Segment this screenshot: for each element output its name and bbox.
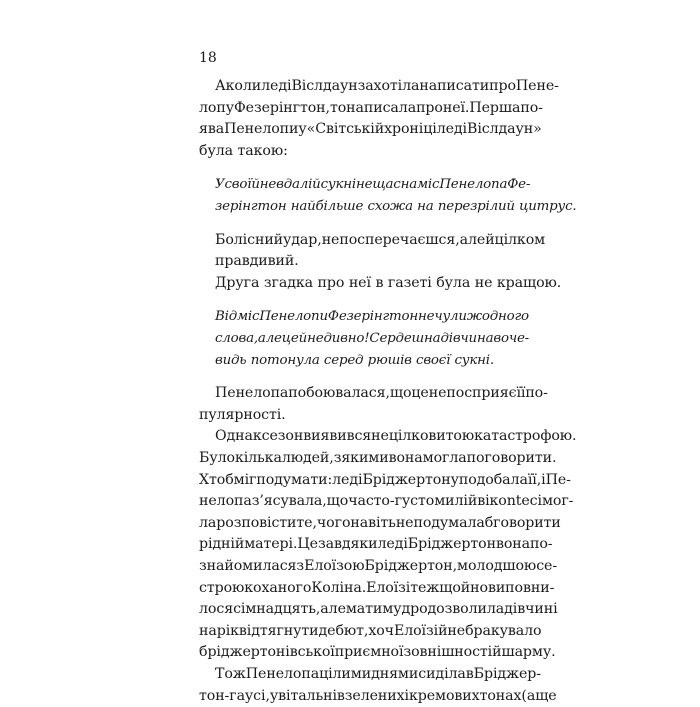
text-line: А коли леді Віслдаун захотіла написати про Пене- — [215, 78, 559, 94]
text-line: на рік відтягнути дебют, хоч Елоїзі й не бракувало — [199, 622, 542, 639]
text-line: Болісний удар, не посперечаєшся, але й цілком — [215, 231, 546, 248]
text-line: строю коханого Коліна. Елоїзі теж щойно виповни- — [199, 579, 555, 596]
text-line: У своїй невдалій сукні нещасна міс Пенелопа Фе- — [215, 177, 531, 193]
text-line: Було кілька людей, з якими вона могла поговорити. — [199, 450, 557, 466]
text-line: Тож Пенелопа цілими днями сиділа в Бріджер- — [215, 666, 541, 682]
text-line: була такою: — [199, 142, 288, 159]
text-line: бріджертонівської приємної зовнішності й шарму. — [199, 644, 556, 661]
text-line: рідній матері. Це завдяки леді Бріджертон вона по- — [199, 536, 553, 553]
text-line: правдивий. — [215, 253, 299, 270]
text-line: Друга згадка про неї в газеті була не кращою. — [215, 274, 562, 291]
text-line: Пенелопа побоювалася, що це не посприяє її по- — [215, 385, 548, 402]
text-line: нелопа з’ясувала, що часто-густо милій вікontесі мог- — [199, 493, 574, 510]
text-line: Хто б міг подумати: леді Бріджертон уподобала її, і Пе- — [199, 471, 571, 488]
text-line: лопу Фезерінгтон, то написала про неї. Перша по- — [199, 99, 543, 116]
text-line: ла розповісти те, чого навіть не подумала б говорити — [199, 514, 561, 531]
text-line: ява Пенелопи у «Світській хроніці леді Віслдаун» — [199, 121, 542, 138]
text-line: видь потонула серед рюшів своєї сукні. — [215, 352, 494, 368]
text-line: знайомилася з Елоїзою Бріджертон, молодшою се- — [199, 558, 558, 574]
text-line: Від міс Пенелопи Фезерінгтон не чули жодного — [215, 309, 529, 325]
page-number: 18 — [199, 50, 217, 66]
text-line: слова, але це й не дивно! Сердешна дівчина воче- — [215, 331, 530, 346]
text-line: пулярності. — [199, 406, 286, 423]
text-line: лося сімнадцять, але мати мудро дозволила дівчині — [199, 601, 558, 618]
text-line: тон-гаусі, у вітальні в зелених і кремових тонах (а ще — [199, 687, 557, 704]
text-line: Однак сезон виявився не цілковитою катастрофою. — [215, 428, 577, 445]
text-line: зерінгтон найбільше схожа на перезрілий цитрус. — [215, 199, 577, 214]
